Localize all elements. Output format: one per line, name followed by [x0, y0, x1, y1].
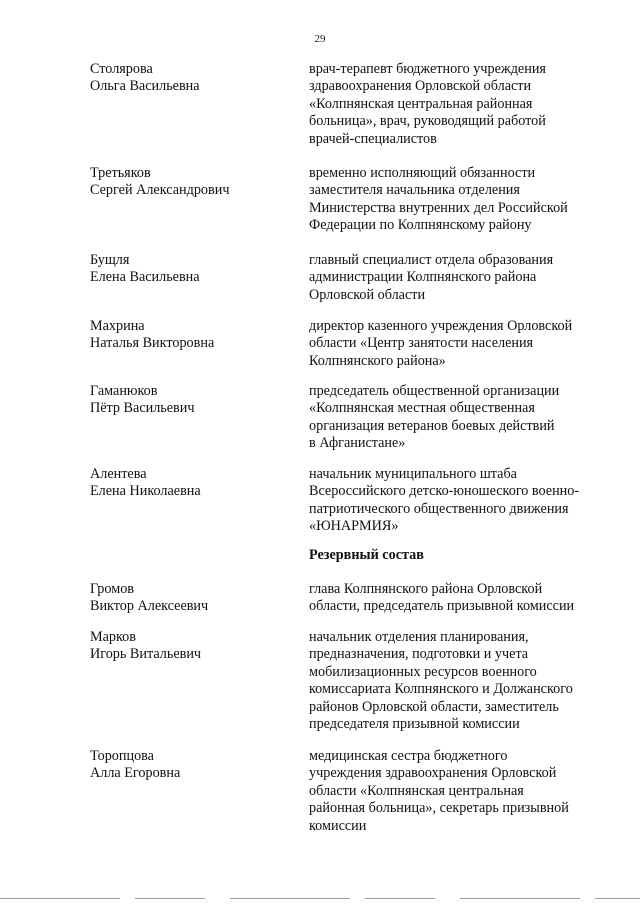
member-position-line: в Афганистане» — [309, 435, 406, 452]
member-position-line: организация ветеранов боевых действий — [309, 417, 555, 434]
member-position — [309, 748, 609, 835]
member-position-line: заместителя начальника отделения — [309, 182, 520, 199]
member-position-line: начальник муниципального штаба — [309, 466, 517, 482]
member-position-line: Орловской области — [309, 286, 426, 303]
member-position-line: Федерации по Колпнянскому району — [309, 217, 532, 234]
bottom-scan-rule — [0, 898, 640, 899]
member-name — [90, 466, 290, 501]
member-position — [309, 383, 609, 453]
member-position-line: комиссии — [309, 817, 367, 834]
member-name — [90, 165, 290, 200]
member-surname: Третьяков — [90, 165, 151, 181]
member-position-line: временно исполняющий обязанности — [309, 165, 536, 181]
member-position-line: администрации Колпнянского района — [309, 269, 537, 286]
member-position-line: патриотического общественного движения — [309, 500, 569, 517]
member-given-names: Ольга Васильевна — [90, 78, 200, 95]
member-position — [309, 61, 609, 148]
member-position-line: начальник отделения планирования, — [309, 629, 529, 645]
member-position-line: мобилизационных ресурсов военного — [309, 663, 537, 680]
member-name — [90, 318, 290, 353]
member-position — [309, 466, 609, 536]
member-position-line: районная больница», секретарь призывной — [309, 800, 569, 817]
member-position-line: врачей-специалистов — [309, 130, 437, 147]
member-position — [309, 318, 609, 370]
member-name — [90, 383, 290, 418]
member-surname: Торопцова — [90, 748, 154, 764]
member-position-line: председателя призывной комиссии — [309, 716, 520, 733]
member-surname: Махрина — [90, 318, 145, 334]
member-surname: Гаманюков — [90, 383, 158, 399]
member-position — [309, 165, 609, 235]
member-position-line: Всероссийского детско-юношеского военно- — [309, 483, 580, 500]
member-position — [309, 581, 609, 616]
member-given-names: Наталья Викторовна — [90, 335, 215, 352]
member-given-names: Пётр Васильевич — [90, 400, 195, 417]
page-number: 29 — [314, 33, 326, 45]
member-name — [90, 61, 290, 96]
member-surname: Бущля — [90, 252, 130, 268]
member-position-line: учреждения здравоохранения Орловской — [309, 765, 557, 782]
member-given-names: Елена Николаевна — [90, 483, 201, 500]
member-position-line: медицинская сестра бюджетного — [309, 748, 508, 764]
member-position-line: Колпнянского района» — [309, 352, 446, 369]
member-name — [90, 252, 290, 287]
member-position-line: больница», врач, руководящий работой — [309, 113, 546, 130]
member-position-line: глава Колпнянского района Орловской — [309, 581, 543, 597]
member-position-line: районов Орловской области, заместитель — [309, 698, 559, 715]
member-name — [90, 629, 290, 664]
member-name — [90, 748, 290, 783]
member-position-line: предназначения, подготовки и учета — [309, 646, 529, 663]
member-position-line: здравоохранения Орловской области — [309, 78, 532, 95]
member-given-names: Сергей Александрович — [90, 182, 230, 199]
member-given-names: Елена Васильевна — [90, 269, 200, 286]
member-position-line: Министерства внутренних дел Российской — [309, 199, 568, 216]
member-surname: Громов — [90, 581, 134, 597]
member-position-line: области «Центр занятости населения — [309, 335, 534, 352]
member-position — [309, 629, 609, 733]
member-position-line: директор казенного учреждения Орловской — [309, 318, 573, 334]
member-surname: Марков — [90, 629, 136, 645]
member-position-line: «Колпнянская местная общественная — [309, 400, 535, 417]
member-position-line: главный специалист отдела образования — [309, 252, 554, 268]
member-name — [90, 581, 290, 616]
member-position-line: области «Колпнянская центральная — [309, 782, 524, 799]
member-position-line: области, председатель призывной комиссии — [309, 598, 575, 615]
member-given-names: Виктор Алексеевич — [90, 598, 209, 615]
reserve-section-heading: Резервный состав — [309, 547, 424, 563]
member-surname: Алентева — [90, 466, 147, 482]
member-position-line: комиссариата Колпнянского и Должанского — [309, 681, 573, 698]
member-position-line: «Колпнянская центральная районная — [309, 95, 533, 112]
member-position-line: «ЮНАРМИЯ» — [309, 518, 399, 535]
member-position — [309, 252, 609, 304]
member-given-names: Игорь Витальевич — [90, 646, 202, 663]
member-position-line: председатель общественной организации — [309, 383, 560, 399]
member-surname: Столярова — [90, 61, 153, 77]
member-position-line: врач-терапевт бюджетного учреждения — [309, 61, 546, 77]
member-given-names: Алла Егоровна — [90, 765, 181, 782]
